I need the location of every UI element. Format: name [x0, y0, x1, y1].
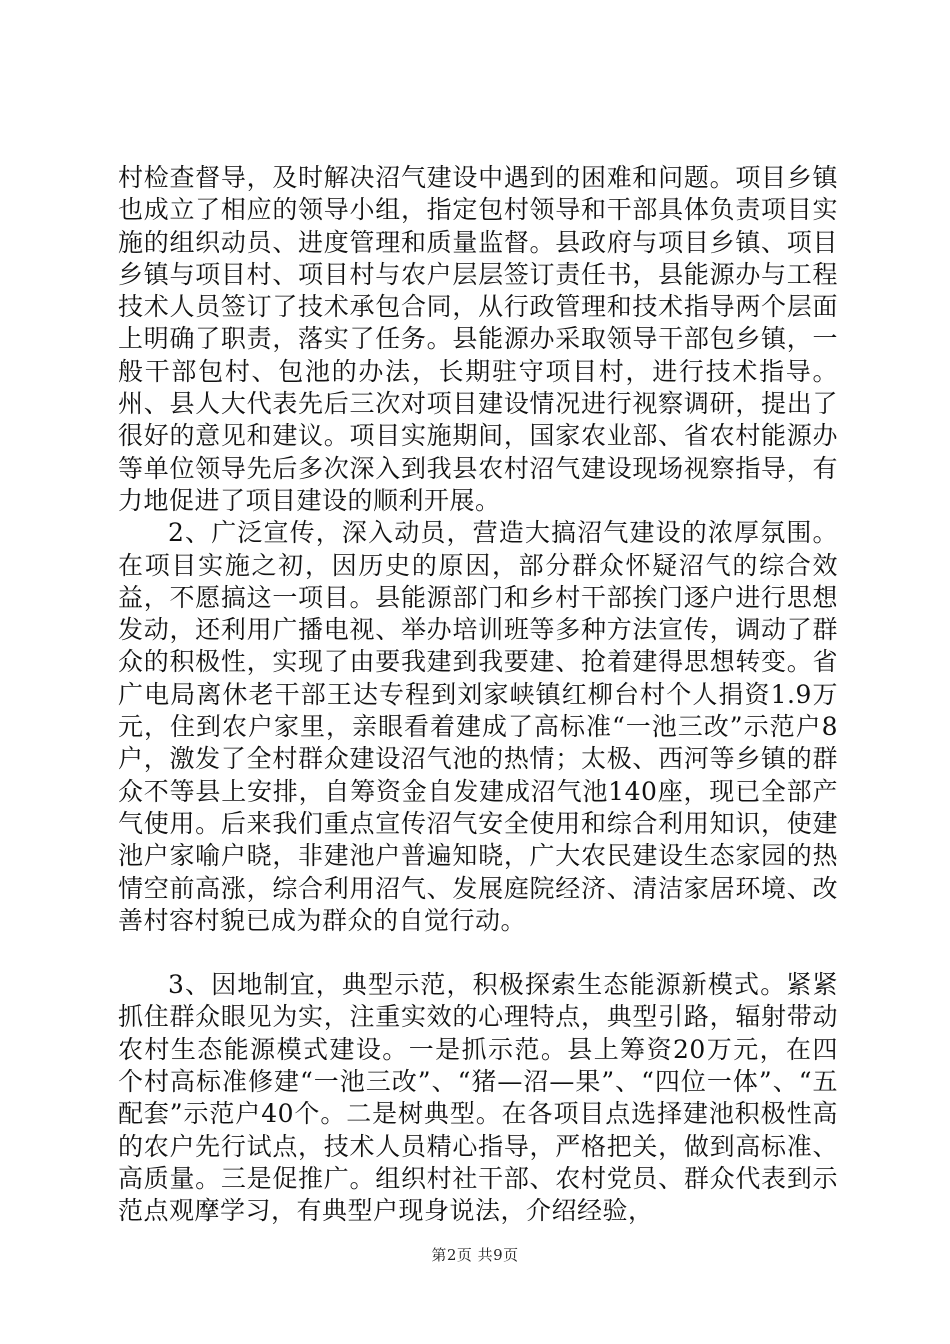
- document-body: [118, 162, 838, 1228]
- page-number-footer: 第2页 共9页: [431, 1246, 519, 1264]
- paragraph-section-2: 2、广泛宣传，深入动员，营造大搞沼气建设的浓厚氛围。在项目实施之初，因历史的原因，部分群众怀疑沼气的综合效益，不愿搞这一项目。县能源部门和乡村干部挨门逐户进行思想发动，还利用广播电视、举办培训班等多种方法宣传，调动了群众的积极性，实现了由要我建到我要建、抢着建得思想转变。省广电局离休老干部王达专程到刘家峡镇红柳台村个人捐资1.9万元，住到农户家里，亲眼看着建成了高标准“一池三改”示范户8户，激发了全村群众建设沼气池的热情；太极、西河等乡镇的群众不等县上安排，自筹资金自发建成沼气池140座，现已全部产气使用。后来我们重点宣传沼气安全使用和综合利用知识，使建池户家喻户晓，非建池户普遍知晓，广大农民建设生态家园的热情空前高涨，综合利用沼气、发展庭院经济、清洁家居环境、改善村容村貌已成为群众的自觉行动。: [118, 518, 838, 935]
- paragraph-section-3: 3、因地制宜，典型示范，积极探索生态能源新模式。紧紧抓住群众眼见为实，注重实效的心理特点，典型引路，辐射带动农村生态能源模式建设。一是抓示范。县上筹资20万元，在四个村高标准修建“一池三改”、“猪—沼—果”、“四位一体”、“五配套”示范户40个。二是树典型。在各项目点选择建池积极性高的农户先行试点，技术人员精心指导，严格把关，做到高标准、高质量。三是促推广。组织村社干部、农村党员、群众代表到示范点观摩学习，有典型户现身说法，介绍经验，: [118, 970, 838, 1226]
- paragraph-continuation: 村检查督导，及时解决沼气建设中遇到的困难和问题。项目乡镇也成立了相应的领导小组，指定包村领导和干部具体负责项目实施的组织动员、进度管理和质量监督。县政府与项目乡镇、项目乡镇与项目村、项目村与农户层层签订责任书，县能源办与工程技术人员签订了技术承包合同，从行政管理和技术指导两个层面上明确了职责，落实了任务。县能源办采取领导干部包乡镇，一般干部包村、包池的办法，长期驻守项目村，进行技术指导。州、县人大代表先后三次对项目建设情况进行视察调研，提出了很好的意见和建议。项目实施期间，国家农业部、省农村能源办等单位领导先后多次深入到我县农村沼气建设现场视察指导，有力地促进了项目建设的顺利开展。: [118, 163, 838, 515]
